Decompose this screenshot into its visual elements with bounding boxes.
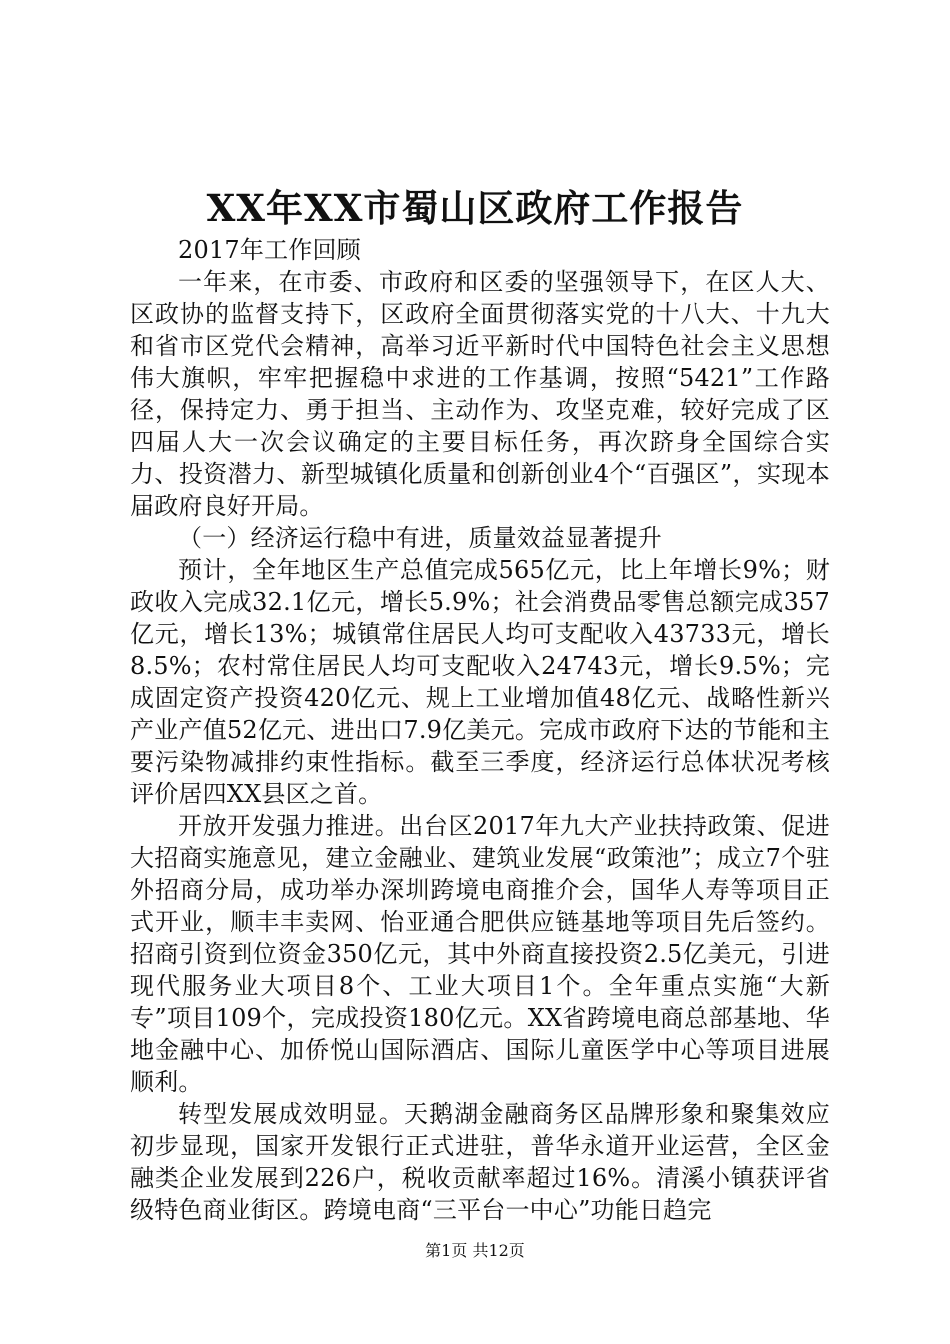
section-heading-economy: （一）经济运行稳中有进，质量效益显著提升 [178,524,662,552]
page-footer: 第1页 共12页 [425,1241,525,1260]
paragraph-economy-figures: 预计，全年地区生产总值完成565亿元，比上年增长9%；财政收入完成32.1亿元，增长5.9%；社会消费品零售总额完成357亿元，增长13%；城镇常住居民人均可支配收入43733元，增长8.5%；农村常住居民人均可支配收入24743元，增长9.5%；完成固定资产投资420亿元、规上工业增加值48亿元、战略性新兴产业产值52亿元、进出口7.9亿美元。完成市政府下达的节能和主要污染物减排约束性指标。截至三季度，经济运行总体状况考核评价居四XX县区之首。 [130,556,830,808]
document-title: XX年XX市蜀山区政府工作报告 [206,186,744,230]
paragraph-opening-up: 开放开发强力推进。出台区2017年九大产业扶持政策、促进大招商实施意见，建立金融业、建筑业发展“政策池”；成立7个驻外招商分局，成功举办深圳跨境电商推介会，国华人寿等项目正式开业，顺丰丰卖网、怡亚通合肥供应链基地等项目先后签约。招商引资到位资金350亿元，其中外商直接投资2.5亿美元，引进现代服务业大项目8个、工业大项目1个。全年重点实施“大新专”项目109个，完成投资180亿元。XX省跨境电商总部基地、华地金融中心、加侨悦山国际酒店、国际儿童医学中心等项目进展顺利。 [130,812,830,1096]
paragraph-intro: 一年来，在市委、市政府和区委的坚强领导下，在区人大、区政协的监督支持下，区政府全面贯彻落实党的十八大、十九大和省市区党代会精神，高举习近平新时代中国特色社会主义思想伟大旗帜，牢牢把握稳中求进的工作基调，按照“5421”工作路径，保持定力、勇于担当、主动作为、攻坚克难，较好完成了区四届人大一次会议确定的主要目标任务，再次跻身全国综合实力、投资潜力、新型城镇化质量和创新创业4个“百强区”，实现本届政府良好开局。 [130,268,830,520]
section-heading-review: 2017年工作回顾 [178,236,361,264]
paragraph-transformation: 转型发展成效明显。天鹅湖金融商务区品牌形象和聚集效应初步显现，国家开发银行正式进驻，普华永道开业运营，全区金融类企业发展到226户，税收贡献率超过16%。清溪小镇获评省级特色商业街区。跨境电商“三平台一中心”功能日趋完 [130,1100,830,1224]
document-body [130,234,830,1226]
